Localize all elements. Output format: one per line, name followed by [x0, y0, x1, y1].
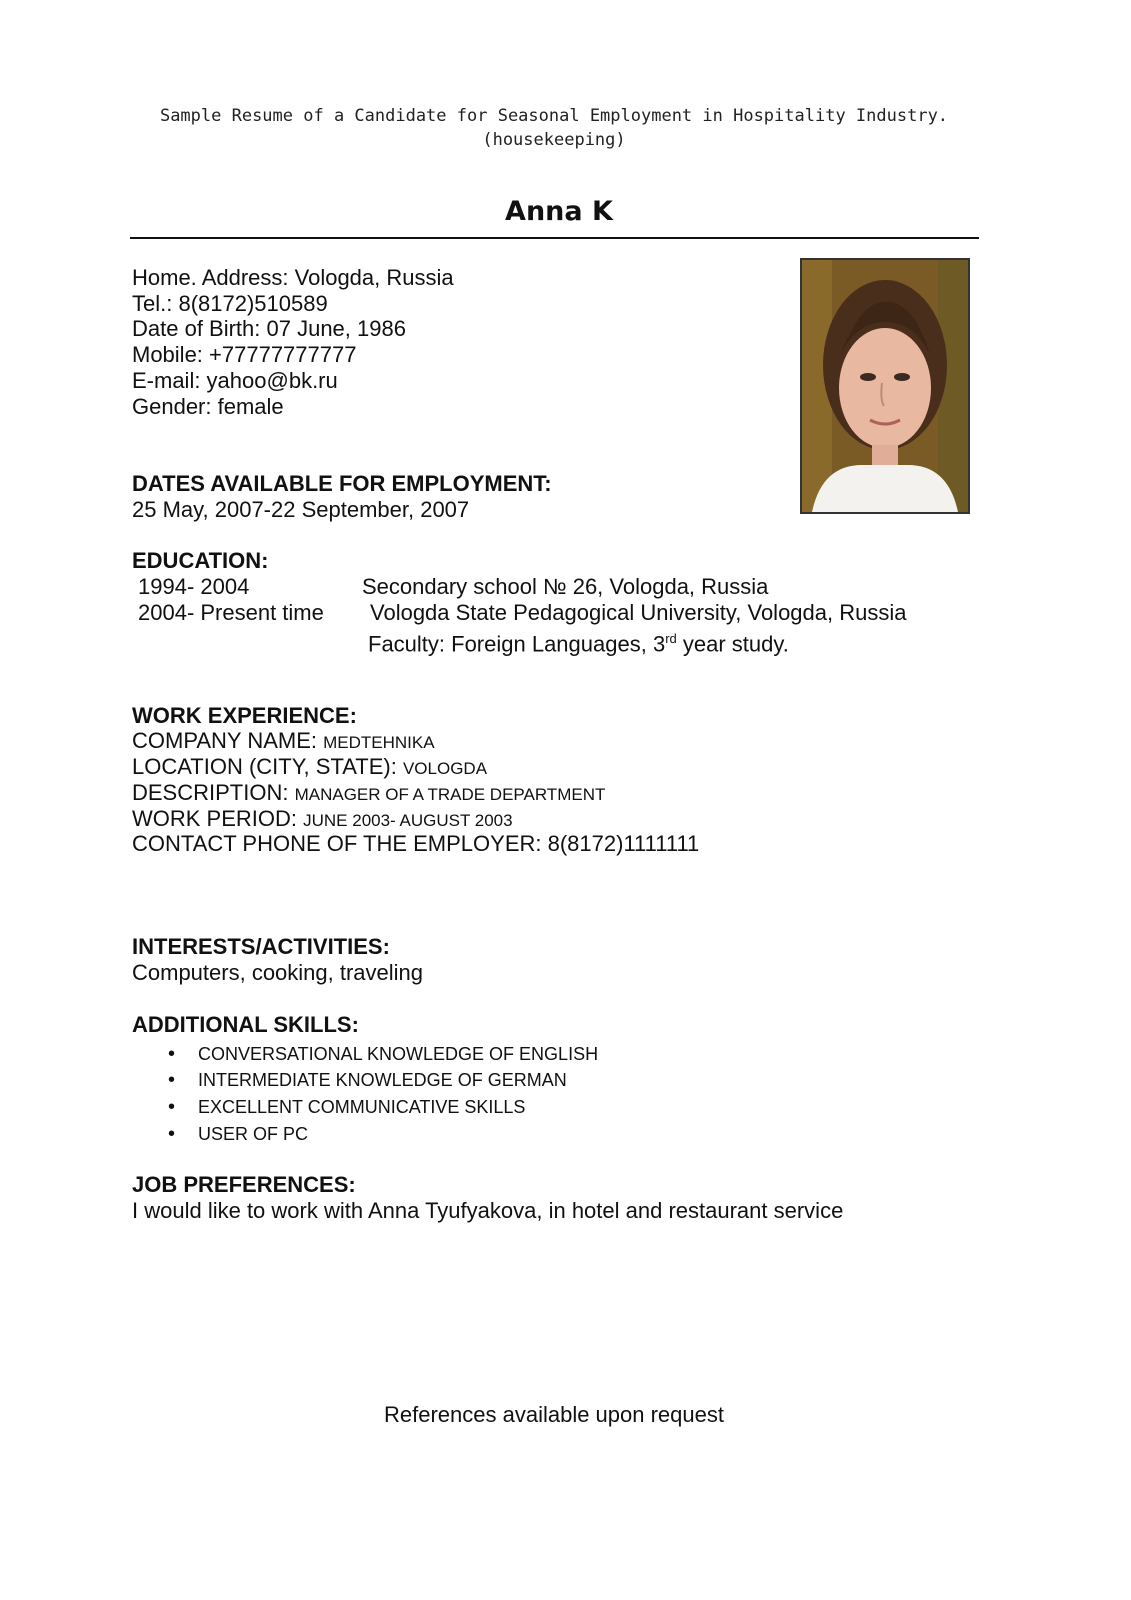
references-note: References available upon request: [383, 1402, 724, 1427]
interests-heading: INTERESTS/ACTIVITIES:: [132, 934, 390, 959]
bullet-icon: •: [168, 1043, 176, 1065]
skill-item: [168, 1066, 567, 1093]
company-value: MEDTEHNIKA: [323, 733, 435, 752]
email-line: E-mail: yahoo@bk.ru: [132, 368, 338, 393]
faculty-ordinal: rd: [665, 631, 677, 646]
skill-text: USER OF PC: [198, 1124, 309, 1144]
bullet-icon: •: [168, 1096, 176, 1118]
mobile-line: Mobile: +77777777777: [132, 342, 357, 367]
period-value: JUNE 2003- AUGUST 2003: [303, 811, 513, 830]
skill-text: CONVERSATIONAL KNOWLEDGE OF ENGLISH: [198, 1044, 599, 1064]
skill-text: INTERMEDIATE KNOWLEDGE OF GERMAN: [198, 1070, 567, 1090]
dates-heading: DATES AVAILABLE FOR EMPLOYMENT:: [132, 471, 552, 496]
candidate-name: Anna K: [505, 196, 613, 227]
period-label: WORK PERIOD:: [132, 806, 304, 831]
location-label: LOCATION (CITY, STATE):: [132, 754, 403, 779]
education-faculty: [368, 626, 789, 657]
interests-value: Computers, cooking, traveling: [132, 960, 424, 985]
name-divider: [130, 237, 979, 239]
description-label: DESCRIPTION:: [132, 780, 295, 805]
dates-value: 25 May, 2007-22 September, 2007: [132, 497, 470, 522]
education-heading: EDUCATION:: [132, 548, 269, 573]
skill-item: [168, 1040, 598, 1067]
gender-line: Gender: female: [132, 394, 284, 419]
address-line: Home. Address: Vologda, Russia: [132, 265, 454, 290]
work-contact-phone: CONTACT PHONE OF THE EMPLOYER: 8(8172)1111111: [132, 831, 700, 856]
document-subcaption: (housekeeping): [482, 130, 626, 150]
portrait-photo: [800, 258, 970, 514]
preferences-value: I would like to work with Anna Tyufyakova, in hotel and restaurant service: [132, 1198, 844, 1223]
education-detail-2: Vologda State Pedagogical University, Vologda, Russia: [370, 600, 907, 625]
description-value: MANAGER OF A TRADE DEPARTMENT: [294, 785, 606, 804]
education-period-1: 1994- 2004: [138, 574, 250, 599]
bullet-icon: •: [168, 1069, 176, 1091]
dob-line: Date of Birth: 07 June, 1986: [132, 316, 406, 341]
faculty-prefix: Faculty: Foreign Languages, 3: [368, 631, 666, 657]
portrait-photo-icon: [802, 260, 968, 512]
work-company: [132, 728, 435, 756]
work-period: [132, 806, 513, 834]
education-period-2: 2004- Present time: [138, 600, 324, 625]
skill-text: EXCELLENT COMMUNICATIVE SKILLS: [198, 1097, 526, 1117]
work-description: [132, 780, 605, 808]
skill-item: [168, 1120, 308, 1147]
tel-line: Tel.: 8(8172)510589: [132, 291, 328, 316]
location-value: VOLOGDA: [402, 759, 488, 778]
work-location: [132, 754, 487, 782]
bullet-icon: •: [168, 1123, 176, 1145]
work-heading: WORK EXPERIENCE:: [132, 703, 357, 728]
skills-heading: ADDITIONAL SKILLS:: [132, 1012, 359, 1037]
document-caption: Sample Resume of a Candidate for Seasonal Employment in Hospitality Industry.: [159, 106, 949, 126]
education-detail-1: Secondary school № 26, Vologda, Russia: [362, 574, 769, 599]
preferences-heading: JOB PREFERENCES:: [132, 1172, 356, 1197]
skill-item: [168, 1093, 525, 1120]
faculty-suffix: year study.: [676, 631, 789, 657]
company-label: COMPANY NAME:: [132, 728, 324, 753]
